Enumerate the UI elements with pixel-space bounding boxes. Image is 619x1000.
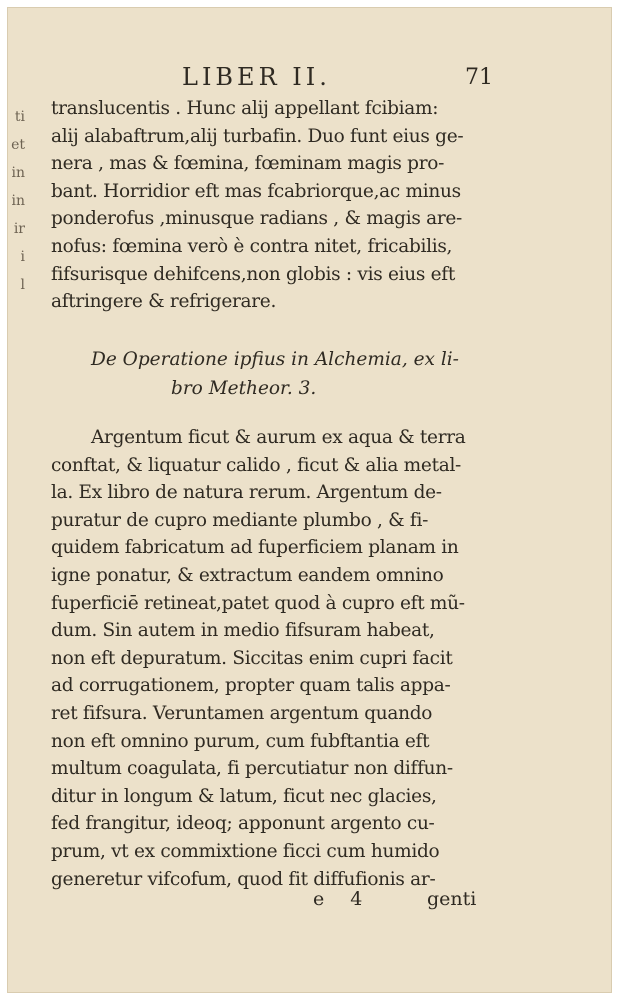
signature-mark: e 4 [313, 888, 373, 910]
text-line: ditur in longum & latum, ficut nec glacies, [51, 785, 437, 807]
text-line: alij alabaftrum,alij turbafin. Duo funt eius ge- [51, 125, 464, 147]
running-title: LIBER II. [182, 63, 331, 91]
margin-marks [7, 103, 25, 299]
margin-mark: ir [13, 221, 25, 237]
margin-mark: l [20, 277, 25, 293]
text-line: quidem fabricatum ad fuperficiem planam in [51, 537, 459, 559]
text-line: fuperficiē retineat,patet quod à cupro eft mũ- [51, 592, 465, 614]
text-line: Argentum ficut & aurum ex aqua & terra [91, 427, 466, 448]
text-line: fed frangitur, ideoq; apponunt argento cu- [51, 813, 435, 835]
text-line: dum. Sin autem in medio fifsuram habeat, [51, 620, 435, 642]
margin-mark: in [11, 165, 25, 181]
text-line: translucentis . Hunc alij appellant fcibiam: [51, 98, 439, 119]
text-line: generetur vifcofum, quod fit diffufionis ar- [51, 868, 436, 890]
text-line: non eft omnino purum, cum fubftantia eft [51, 730, 430, 752]
text-line: non eft depuratum. Siccitas enim cupri facit [51, 647, 453, 669]
page-footer [7, 888, 612, 918]
page-header [7, 63, 612, 93]
text-line: puratur de cupro mediante plumbo , & fi- [51, 509, 429, 531]
margin-mark: et [11, 137, 25, 153]
book-page [7, 7, 612, 993]
paragraph-1 [51, 95, 483, 316]
heading-line: bro Metheor. 3. [171, 378, 317, 399]
text-line: conftat, & liquatur calido , ficut & alia metal- [51, 454, 462, 476]
text-line: bant. Horridior eft mas fcabriorque,ac minus [51, 180, 461, 202]
paragraph-2 [51, 424, 483, 893]
section-heading [91, 345, 471, 403]
text-line: multum coagulata, fi percutiatur non diffun- [51, 758, 453, 780]
text-line: prum, vt ex commixtione ficci cum humido [51, 840, 440, 862]
text-line: nera , mas & fœmina, fœminam magis pro- [51, 153, 445, 175]
text-line: ad corrugationem, propter quam talis appa- [51, 675, 451, 697]
catchword: genti [427, 888, 477, 910]
heading-line: De Operatione ipfius in Alchemia, ex li- [91, 349, 459, 370]
page-number: 71 [465, 65, 493, 90]
text-line: nofus: fœmina verò è contra nitet, fricabilis, [51, 235, 453, 257]
margin-mark: in [11, 193, 25, 209]
text-line: ponderofus ,minusque radians , & magis are- [51, 208, 462, 230]
text-line: la. Ex libro de natura rerum. Argentum de- [51, 482, 442, 504]
text-line: igne ponatur, & extractum eandem omnino [51, 564, 444, 586]
margin-mark: ti [14, 109, 25, 125]
text-line: ret fifsura. Veruntamen argentum quando [51, 702, 433, 724]
margin-mark: i [20, 249, 25, 265]
text-line: aftringere & refrigerare. [51, 291, 277, 313]
text-line: fifsurisque dehifcens,non globis : vis eius eft [51, 263, 455, 285]
